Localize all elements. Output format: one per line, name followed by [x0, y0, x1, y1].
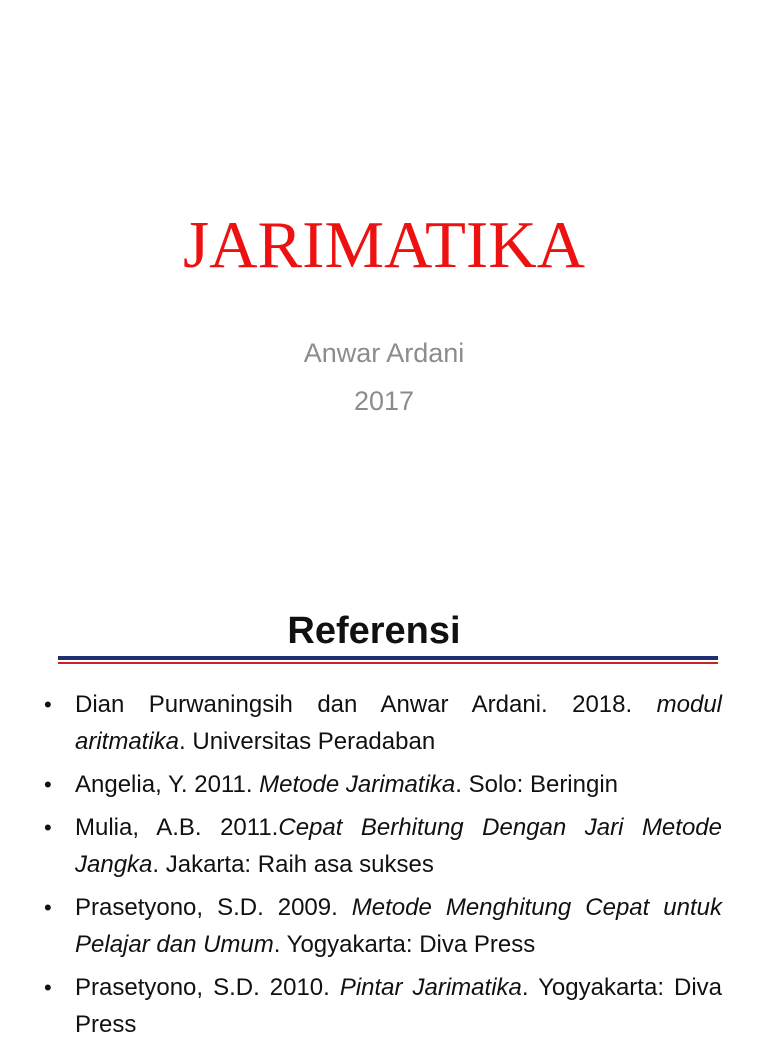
reference-title: Metode Jarimatika — [259, 771, 456, 798]
reference-publisher: . Yogyakarta: Diva Press — [75, 974, 722, 1038]
bullet-icon: • — [44, 975, 52, 1000]
reference-publisher: . Yogyakarta: Diva Press — [273, 931, 536, 958]
reference-item — [44, 889, 722, 963]
heading-divider-blue — [58, 656, 718, 660]
bullet-icon: • — [44, 692, 52, 717]
reference-title: modul aritmatika — [75, 691, 722, 755]
reference-publisher: . Jakarta: Raih asa sukses — [152, 851, 434, 878]
reference-title: Cepat Berhitung Dengan Jari Metode Jangka — [75, 814, 722, 878]
reference-list — [44, 686, 722, 1049]
reference-text: Prasetyono, S.D. 2009. — [75, 894, 352, 921]
reference-text: Prasetyono, S.D. 2010. — [75, 974, 340, 1001]
slide-title: JARIMATIKA — [183, 208, 585, 282]
bullet-icon: • — [44, 772, 52, 797]
reference-title: Metode Menghitung Cepat untuk Pelajar dan Umum — [75, 894, 723, 958]
reference-text: Dian Purwaningsih dan Anwar Ardani. 2018. — [75, 691, 657, 718]
reference-item — [44, 809, 722, 883]
references-slide — [0, 576, 768, 1038]
heading-divider-red — [58, 662, 718, 664]
slide-author: Anwar Ardani — [303, 338, 465, 368]
reference-publisher: . Universitas Peradaban — [179, 728, 436, 755]
bullet-icon: • — [44, 815, 52, 840]
reference-title: Pintar Jarimatika — [339, 974, 522, 1001]
reference-item — [44, 686, 722, 760]
reference-item — [44, 766, 722, 803]
bullet-icon: • — [44, 895, 52, 920]
reference-text: Mulia, A.B. 2011. — [75, 814, 279, 841]
slide-year: 2017 — [353, 386, 415, 416]
references-heading: Referensi — [287, 610, 461, 652]
reference-publisher: . Solo: Beringin — [455, 771, 619, 798]
reference-text: Angelia, Y. 2011. — [75, 771, 260, 798]
reference-item — [44, 969, 722, 1043]
